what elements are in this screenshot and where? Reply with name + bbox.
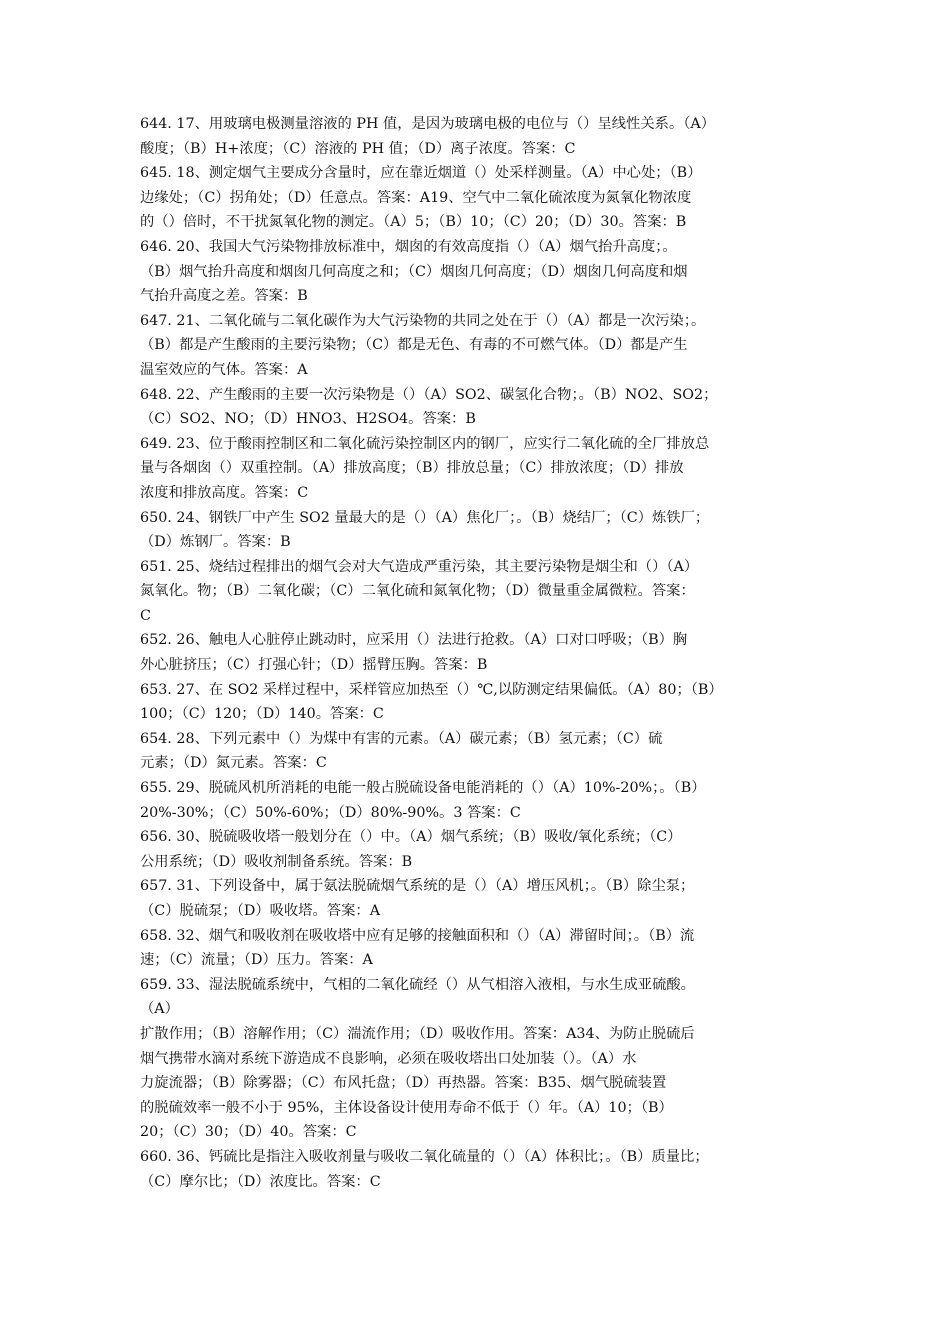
text-line: 652. 26、触电人心脏停止跳动时，应采用（）法进行抢救。（A）口对口呼吸；（B）胸 <box>140 632 688 649</box>
text-line: 658. 32、烟气和吸收剂在吸收塔中应有足够的接触面积和（）（A）滞留时间；。（B）流 <box>140 927 695 944</box>
text-line: 644. 17、用玻璃电极测量溶液的 PH 值，是因为玻璃电极的电位与（）呈线性关系。（A） <box>140 116 716 132</box>
text-line: 20；（C）30；（D）40。答案：C <box>140 1124 357 1141</box>
text-line: 扩散作用；（B）溶解作用；（C）湍流作用；（D）吸收作用。答案：A34、为防止脱硫后 <box>140 1025 695 1042</box>
text-line: 656. 30、脱硫吸收塔一般划分在（）中。（A）烟气系统；（B）吸收/氧化系统；（C） <box>140 829 682 846</box>
text-line: （B）都是产生酸雨的主要污染物；（C）都是无色、有毒的不可燃气体。（D）都是产生 <box>140 337 688 354</box>
text-line: 648. 22、产生酸雨的主要一次污染物是（）（A）SO2、碳氢化合物；。（B）NO2、SO2； <box>140 386 718 403</box>
text-line: 氮氧化。物；（B）二氧化碳；（C）二氧化硫和氮氧化物；（D）微量重金属微粒。答案： <box>140 583 695 600</box>
text-line: 边缘处；（C）拐角处；（D）任意点。答案：A19、空气中二氧化硫浓度为氮氧化物浓度 <box>140 189 692 206</box>
text-line: （C）摩尔比；（D）浓度比。答案：C <box>140 1173 381 1190</box>
text-line: 649. 23、位于酸雨控制区和二氧化硫污染控制区内的钢厂，应实行二氧化硫的全厂排放总 <box>140 435 710 452</box>
text-line: 气抬升高度之差。答案：B <box>140 288 308 305</box>
text-line: 温室效应的气体。答案：A <box>140 361 308 378</box>
text-line: 浓度和排放高度。答案：C <box>140 484 309 501</box>
text-line: 公用系统；（D）吸收剂制备系统。答案：B <box>140 853 413 870</box>
text-line: （C）SO2、NO；（D）HNO3、H2SO4。答案：B <box>140 411 476 428</box>
text-line: 外心脏挤压；（C）打强心针；（D）摇臂压胸。答案：B <box>140 657 488 674</box>
text-line: 657. 31、下列设备中，属于氨法脱硫烟气系统的是（）（A）增压风机；。（B）除尘泵； <box>140 878 695 895</box>
document-body <box>140 112 840 1194</box>
text-line: （B）烟气抬升高度和烟囱几何高度之和；（C）烟囱几何高度；（D）烟囱几何高度和烟 <box>140 263 688 280</box>
text-line: 655. 29、脱硫风机所消耗的电能一般占脱硫设备电能消耗的（）（A）10%-20%；。（B） <box>140 780 706 797</box>
text-line: 660. 36、钙硫比是指注入吸收剂量与吸收二氧化硫量的（）（A）体积比；。（B）质量比； <box>140 1148 709 1165</box>
text-line: 烟气携带水滴对系统下游造成不良影响，必须在吸收塔出口处加装（）。（A）水 <box>140 1050 637 1067</box>
text-line: 651. 25、烧结过程排出的烟气会对大气造成严重污染，其主要污染物是烟尘和（）（A） <box>140 558 699 575</box>
text-line: （A） <box>140 1001 179 1018</box>
text-line: 酸度；（B）H+浓度；（C）溶液的 PH 值；（D）离子浓度。答案：C <box>140 140 576 157</box>
text-line: 653. 27、在 SO2 采样过程中，采样管应加热至（）℃,以防测定结果偏低。（A）80；（B） <box>140 681 723 698</box>
text-line: （C）脱硫泵；（D）吸收塔。答案：A <box>140 903 381 919</box>
text-line: 速；（C）流量；（D）压力。答案：A <box>140 952 373 969</box>
text-line: 20%-30%；（C）50%-60%；（D）80%-90%。3 答案：C <box>140 804 521 821</box>
text-line: 654. 28、下列元素中（）为煤中有害的元素。（A）碳元素；（B）氢元素；（C）硫 <box>140 730 663 747</box>
text-line: 的脱硫效率一般不小于 95%，主体设备设计使用寿命不低于（）年。（A）10；（B） <box>140 1099 673 1116</box>
text-line: 647. 21、二氧化硫与二氧化碳作为大气污染物的共同之处在于（）（A）都是一次污染；。 <box>140 312 706 329</box>
text-line: 元素；（D）氮元素。答案：C <box>140 755 327 772</box>
text-line: 量与各烟囱（）双重控制。（A）排放高度；（B）排放总量；（C）排放浓度；（D）排放 <box>140 460 684 477</box>
text-line: 659. 33、湿法脱硫系统中，气相的二氧化硫经（）从气相溶入液相，与水生成亚硫酸。 <box>140 976 695 993</box>
text-line: 力旋流器；（B）除雾器；（C）布风托盘；（D）再热器。答案：B35、烟气脱硫装置 <box>140 1075 667 1092</box>
text-line: 650. 24、钢铁厂中产生 SO2 量最大的是（）（A）焦化厂；。（B）烧结厂；（C）炼铁厂； <box>140 509 710 526</box>
text-line: 645. 18、测定烟气主要成分含量时，应在靠近烟道（）处采样测量。（A）中心处；（B） <box>140 165 702 182</box>
text-line: 100；（C）120；（D）140。答案：C <box>140 706 384 723</box>
text-line: 的（）倍时，不干扰氮氧化物的测定。（A）5；（B）10；（C）20；（D）30。答案：B <box>140 214 687 231</box>
text-line: C <box>140 607 151 624</box>
text-line: 646. 20、我国大气污染物排放标准中，烟囱的有效高度指（）（A）烟气抬升高度；。 <box>140 238 677 255</box>
text-line: （D）炼钢厂。答案：B <box>140 534 291 551</box>
